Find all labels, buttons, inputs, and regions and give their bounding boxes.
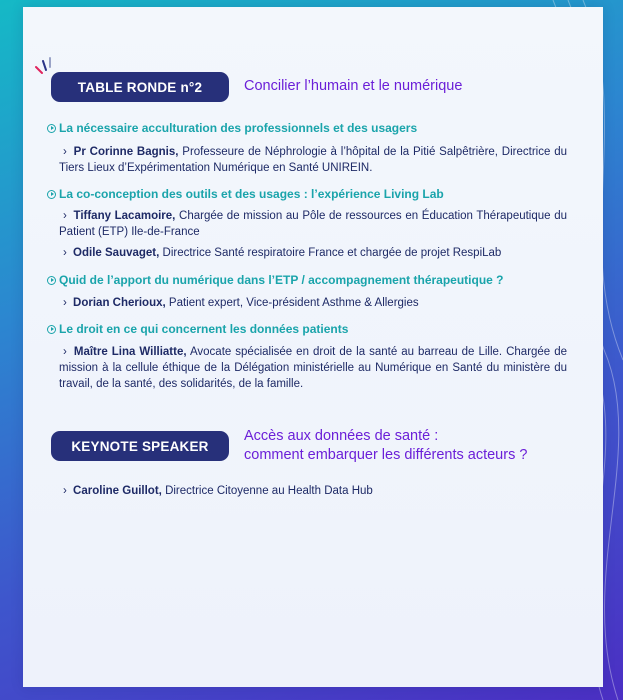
- topic-title-text: La nécessaire acculturation des professionnels et des usagers: [59, 121, 418, 135]
- chevron-right-icon: ›: [63, 146, 67, 158]
- program-card: [23, 7, 603, 687]
- topic-title-text: Le droit en ce qui concernent les données patients: [59, 322, 349, 336]
- speaker-name: Caroline Guillot,: [73, 485, 162, 497]
- keynote-speaker-badge: KEYNOTE SPEAKER: [51, 431, 229, 461]
- chevron-right-icon: ›: [63, 247, 67, 259]
- keynote-subtitle-line2: comment embarquer les différents acteurs ?: [244, 447, 528, 463]
- speaker-name: Tiffany Lacamoire,: [73, 210, 176, 222]
- speaker-role: Professeure de Néphrologie à l’hôpital de la Pitié Salpêtrière, Directrice du Tiers Lieux d’Expérimentation Numérique en Santé UNIREIN.: [59, 146, 567, 174]
- speaker-entry: [59, 483, 567, 499]
- keynote-subtitle-line1: Accès aux données de santé :: [244, 428, 439, 444]
- play-circle-icon: [47, 276, 56, 285]
- chevron-right-icon: ›: [63, 297, 67, 309]
- topic-title: [47, 273, 504, 287]
- speaker-entry: [59, 344, 567, 392]
- topic-title-text: Quid de l’apport du numérique dans l’ETP / accompagnement thérapeutique ?: [59, 273, 504, 287]
- table-ronde-subtitle: Concilier l’humain et le numérique: [244, 78, 463, 94]
- speaker-name: Maître Lina Williatte,: [73, 346, 187, 358]
- topic-title: [47, 187, 444, 201]
- play-circle-icon: [47, 190, 56, 199]
- speaker-role: Directrice Santé respiratoire France et chargée de projet RespiLab: [162, 247, 502, 259]
- speaker-role: Avocate spécialisée en droit de la santé au barreau de Lille. Chargée de mission à la cellule éthique de la Délégation ministérielle au Numérique en Santé du ministère du travail, de la santé, des solidarités, de la famille.: [59, 346, 567, 390]
- speaker-name: Odile Sauvaget,: [73, 247, 160, 259]
- speaker-entry: [59, 144, 567, 176]
- speaker-name: Dorian Cherioux,: [73, 297, 166, 309]
- speaker-role: Chargée de mission au Pôle de ressources en Éducation Thérapeutique du Patient (ETP) Ile-de-France: [59, 210, 567, 238]
- chevron-right-icon: ›: [63, 485, 67, 497]
- table-ronde-badge: TABLE RONDE n°2: [51, 72, 229, 102]
- speaker-entry: [59, 245, 567, 261]
- chevron-right-icon: ›: [63, 346, 67, 358]
- play-circle-icon: [47, 124, 56, 133]
- speaker-entry: [59, 208, 567, 240]
- speaker-role: Directrice Citoyenne au Health Data Hub: [165, 485, 373, 497]
- topic-title-text: La co-conception des outils et des usages : l’expérience Living Lab: [59, 187, 444, 201]
- speaker-entry: [59, 295, 567, 311]
- topic-title: [47, 121, 417, 135]
- keynote-subtitle: [244, 427, 527, 465]
- speaker-role: Patient expert, Vice-président Asthme & Allergies: [168, 297, 419, 309]
- play-circle-icon: [47, 325, 56, 334]
- topic-title: [47, 322, 348, 336]
- speaker-name: Pr Corinne Bagnis,: [73, 146, 179, 158]
- chevron-right-icon: ›: [63, 210, 67, 222]
